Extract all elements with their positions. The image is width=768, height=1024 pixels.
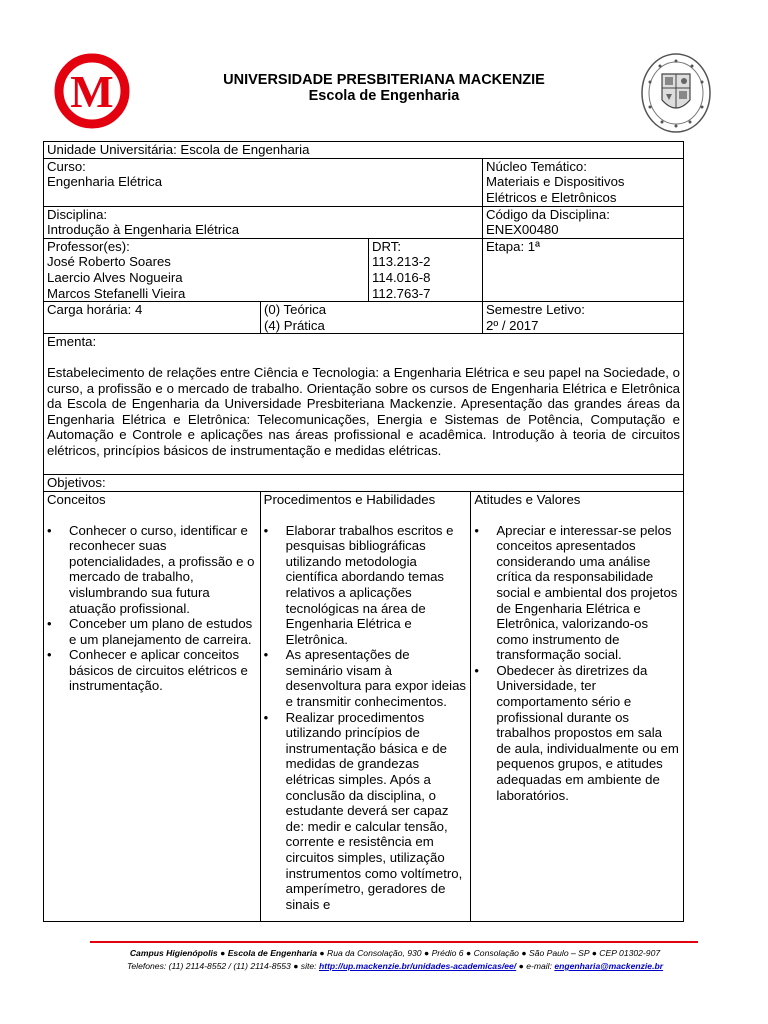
nucleus-cell <box>483 158 684 206</box>
list-item: • Elaborar trabalhos escritos e pesquisas bibliográficas utilizando metodologia científica abordando temas relativos a aplicações tecnológicas na área de Engenharia Elétrica e Eletrônica. <box>286 523 468 648</box>
footer-divider <box>90 941 698 943</box>
workload-cell <box>44 302 261 334</box>
nucleus-label: Núcleo Temático: <box>486 158 587 174</box>
list-item: • Obedecer às diretrizes da Universidade, ter comportamento sério e profissional durante os trabalhos propostos em sala de aula, individualmente ou em pequenos grupos, e atitudes adequadas em ambiente de laboratórios. <box>496 663 680 803</box>
drt-label: DRT: <box>372 238 402 254</box>
course-plan-table <box>43 141 684 922</box>
footer-building: Prédio 6 <box>431 948 464 958</box>
nucleus-value-line2: Elétricos e Eletrônicos <box>486 189 617 205</box>
list-item: • As apresentações de seminário visam à desenvoltura para expor ideias e transmitir conhecimentos. <box>286 647 468 709</box>
ementa-cell <box>44 334 684 475</box>
bullet-icon: ● <box>220 948 226 958</box>
column-title: Conceitos <box>47 491 106 507</box>
unit-cell <box>44 142 684 159</box>
list-item: • Conceber um plano de estudos e um planejamento de carreira. <box>69 616 257 647</box>
stage-text: Etapa: 1ª <box>486 238 541 254</box>
footer-contact <box>0 961 768 971</box>
bullet-icon: ● <box>518 961 524 971</box>
school-name: Escola de Engenharia <box>308 88 460 104</box>
course-cell <box>44 158 483 206</box>
discipline-code-cell <box>483 206 684 238</box>
discipline-label: Disciplina: <box>47 206 108 222</box>
stage-cell <box>483 238 684 301</box>
footer-site-label: site: <box>300 961 317 971</box>
professor-name: José Roberto Soares <box>47 254 171 270</box>
column-title: Procedimentos e Habilidades <box>263 491 436 507</box>
unit-text: Unidade Universitária: Escola de Engenharia <box>47 142 310 157</box>
workload-theory: (0) Teórica <box>264 302 327 318</box>
column-title: Atitudes e Valores <box>474 491 581 507</box>
professor-name: Marcos Stefanelli Vieira <box>47 285 186 301</box>
ementa-label: Ementa: <box>47 334 97 350</box>
bullet-icon: ● <box>423 948 430 958</box>
course-label: Curso: <box>47 158 86 174</box>
course-value: Engenharia Elétrica <box>47 174 163 190</box>
workload-practice: (4) Prática <box>264 317 325 333</box>
workload-text: Carga horária: 4 <box>47 302 143 318</box>
drt-cell <box>369 238 483 301</box>
nucleus-value-line1: Materiais e Dispositivos <box>486 174 625 190</box>
discipline-cell <box>44 206 483 238</box>
footer-school: Escola de Engenharia <box>227 948 317 958</box>
professors-label: Professor(es): <box>47 238 130 254</box>
objectives-column-procedures <box>261 492 472 921</box>
footer-email-label: e-mail: <box>526 961 552 971</box>
footer-city: São Paulo – SP <box>528 948 590 958</box>
ementa-text: Estabelecimento de relações entre Ciência e Tecnologia: a Engenharia Elétrica e seu papel na Sociedade, o curso, a profissão e o mercado de trabalho. Orientação sobre os cursos de Engenharia Elétrica e Eletrônica da Escola de Engenharia da Universidade Presbiteriana Mackenzie. Apresentação das grandes áreas da Engenharia Elétrica e Eletrônica: Telecomunicações, Energia e Sistemas de Potência, Computação e Automação e Controle e aplicações nas áreas profissional e acadêmica. Introdução à teoria de circuitos elétricos, princípios básicos de instrumentação e medidas elétricas. <box>47 364 680 458</box>
objectives-label: Objetivos: <box>47 475 106 491</box>
bullet-icon: ● <box>319 948 325 958</box>
objectives-label-cell <box>44 475 684 492</box>
discipline-code-label: Código da Disciplina: <box>486 206 610 222</box>
list-item: • Apreciar e interessar-se pelos conceitos apresentados considerando uma análise crítica da responsabilidade social e ambiental dos projetos de Engenharia Elétrica e Eletrônica, valorizando-os como instrumento de transformação social. <box>496 523 680 663</box>
objectives-column-concepts <box>44 492 261 921</box>
bullet-icon: ● <box>521 948 527 958</box>
semester-label: Semestre Letivo: <box>486 302 585 318</box>
professor-name: Laercio Alves Nogueira <box>47 269 183 285</box>
footer-cep: CEP 01302-907 <box>599 948 661 958</box>
list-item: • Conhecer e aplicar conceitos básicos de circuitos elétricos e instrumentação. <box>69 647 257 694</box>
list-item: • Realizar procedimentos utilizando princípios de instrumentação básica e de medidas de grandezas elétricas simples. Após a conclusão da disciplina, o estudante deverá ser capaz de: medir e calcular tensão, corrente e resistência em circuitos simples, utilização instrumentos como voltímetro, amperímetro, geradores de sinais e <box>286 710 468 913</box>
professors-cell <box>44 238 369 301</box>
bullet-icon: ● <box>293 961 299 971</box>
workload-type-cell <box>261 302 483 334</box>
footer-address <box>0 948 768 958</box>
footer-site-link[interactable]: http://up.mackenzie.br/unidades-academicas/ee/ <box>318 961 517 971</box>
footer-email-link[interactable]: engenharia@mackenzie.br <box>554 961 664 971</box>
discipline-code-value: ENEX00480 <box>486 222 559 238</box>
discipline-value: Introdução à Engenharia Elétrica <box>47 222 240 238</box>
drt-value: 113.213-2 <box>372 254 431 270</box>
semester-cell <box>483 302 684 334</box>
bullet-icon: ● <box>591 948 597 958</box>
semester-value: 2º / 2017 <box>486 317 539 333</box>
footer-campus: Campus Higienópolis <box>129 948 218 958</box>
list-item: • Conhecer o curso, identificar e reconhecer suas potencialidades, a profissão e o mercado de trabalho, vislumbrando sua futura atuação profissional. <box>69 523 257 617</box>
drt-value: 114.016-8 <box>372 269 431 285</box>
bullet-icon: ● <box>465 948 472 958</box>
footer-district: Consolação <box>473 948 519 958</box>
objectives-cell <box>44 491 684 921</box>
footer-phones: Telefones: (11) 2114-8552 / (11) 2114-8553 <box>126 961 291 971</box>
logo-letter: M <box>70 66 114 117</box>
objectives-column-attitudes <box>471 492 683 921</box>
university-name: UNIVERSIDADE PRESBITERIANA MACKENZIE <box>223 72 545 88</box>
drt-value: 112.763-7 <box>372 285 431 301</box>
footer-street: Rua da Consolação, 930 <box>326 948 422 958</box>
